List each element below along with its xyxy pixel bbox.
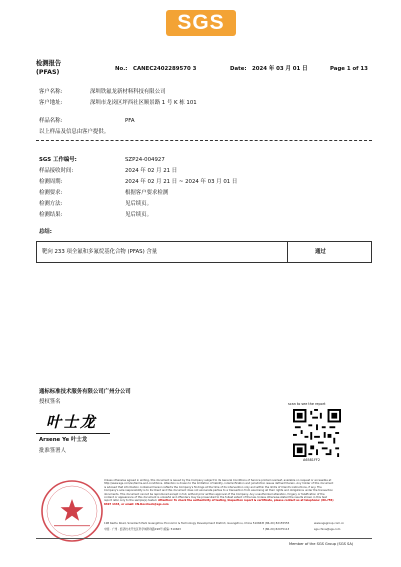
summary-label: 总结: xyxy=(39,229,52,235)
summary-item: 靶向 233 项全氟和多氟烷基化合物 (PFAS) 含量 xyxy=(42,249,158,255)
qr-caption: scan to see the report xyxy=(288,402,326,406)
date-label: Date: xyxy=(230,66,247,72)
footer-legal-text: Unless otherwise agreed in writing, this document is issued by the Company subject to its General Conditions of Service printed overleaf, available on request or accessible at http://www.sgs.com/en/terms-and-conditions. Attention is drawn to the limitation of liability, indemnification and jurisdiction issues defined therein. Any holder of this document is advised that information contained hereon reflects the Company's findings at the time of its intervention only and within the limits of Client's instructions, if any. The Company's sole responsibility is to its Client and this document does not exonerate parties to a transaction from exercising all their rights and obligations under the transaction documents. This document cannot be reproduced except in full, without prior written approval of the Company. Any unauthorized alteration, forgery or falsification of the content or appearance of this document is unlawful and offenders may be prosecuted to the fullest extent of the law. Unless otherwise stated the results shown in this test report refer only to the sample(s) tested. xyxy=(104,479,334,503)
page-number: Page 1 of 13 xyxy=(330,66,368,72)
footer-divider xyxy=(36,538,372,539)
signer-name: Arsene Ye 叶士龙 xyxy=(39,437,88,443)
test-method-label: 检测方法: xyxy=(39,201,63,207)
handwritten-signature: 叶士龙 xyxy=(46,413,98,431)
sample-name-value: PFA xyxy=(125,118,135,124)
client-address-label: 客户地址: xyxy=(39,100,63,106)
test-period-value: 2024 年 02 月 21 日 ~ 2024 年 03 月 01 日 xyxy=(125,179,238,185)
table-divider xyxy=(287,242,288,262)
summary-table xyxy=(36,241,372,263)
footer-web: www.sgsgroup.com.cn xyxy=(314,521,345,525)
divider xyxy=(36,140,372,141)
report-title: 检测报告 xyxy=(36,60,62,67)
client-name-value: 深圳铁氟龙新材料科技有限公司 xyxy=(90,89,166,95)
footer-email: sgs.china@sgs.com xyxy=(314,527,341,531)
client-name-label: 客户名称: xyxy=(39,89,63,95)
qr-code-value: A6581FF2 xyxy=(303,458,321,462)
test-result-value: 见后续页。 xyxy=(125,212,152,218)
signer-role: 授权签名 xyxy=(39,399,61,405)
test-period-label: 检测周期: xyxy=(39,179,63,185)
sample-name-label: 样品名称: xyxy=(39,118,63,124)
sample-note: 以上样品及信息由客户提供。 xyxy=(39,129,110,135)
footer-legal xyxy=(104,479,334,506)
received-date-value: 2024 年 02 月 21 日 xyxy=(125,168,178,174)
company-seal-icon xyxy=(40,479,104,543)
footer-fax: f (86-20) 82075113 xyxy=(263,527,290,531)
test-method-value: 见后续页。 xyxy=(125,201,152,207)
test-request-label: 检测要求: xyxy=(39,190,63,196)
footer-address-en: 198 Kezhu Road, Scientech Park Guangzhou Economic & Technology Development District, Guangzhou, China 510663 xyxy=(104,521,264,525)
qr-code-icon xyxy=(293,409,341,457)
signer-title: 批准签署人 xyxy=(39,448,66,454)
sgs-logo: SGS xyxy=(166,10,236,36)
signature-line xyxy=(36,433,110,434)
footer-member: Member of the SGS Group (SGS SA) xyxy=(289,542,354,546)
report-subtitle: (PFAS) xyxy=(36,69,60,76)
sgs-job-no-value: SZP24-004927 xyxy=(125,157,165,163)
report-no-value: CANEC2402289570 3 xyxy=(133,66,197,72)
footer-attention: Attention: To check the authenticity of testing /inspection report & certificate, please contact us at telephone: (86-755) 8307 1443, or email: CN.Doccheck@sgs.com xyxy=(104,499,334,506)
signer-company: 通标标准技术服务有限公司广州分公司 xyxy=(39,389,131,395)
report-no-label: No.: xyxy=(115,66,128,72)
client-address-value: 深圳市龙岗区坪西社区顺景路 1 号 K 栋 101 xyxy=(90,100,197,106)
summary-verdict: 通过 xyxy=(315,249,326,255)
sgs-job-no-label: SGS 工作编号: xyxy=(39,157,77,163)
footer-tel: t (86-20) 82155555 xyxy=(263,521,290,525)
test-request-value: 根据客户要求检测 xyxy=(125,190,169,196)
test-result-label: 检测结果: xyxy=(39,212,63,218)
footer-address-cn: 中国 · 广州 · 经济技术开发区科学城科珠路198号 邮编: 510663 xyxy=(104,527,181,531)
date-value: 2024 年 03 月 01 日 xyxy=(252,66,308,72)
received-date-label: 样品接收时间: xyxy=(39,168,74,174)
